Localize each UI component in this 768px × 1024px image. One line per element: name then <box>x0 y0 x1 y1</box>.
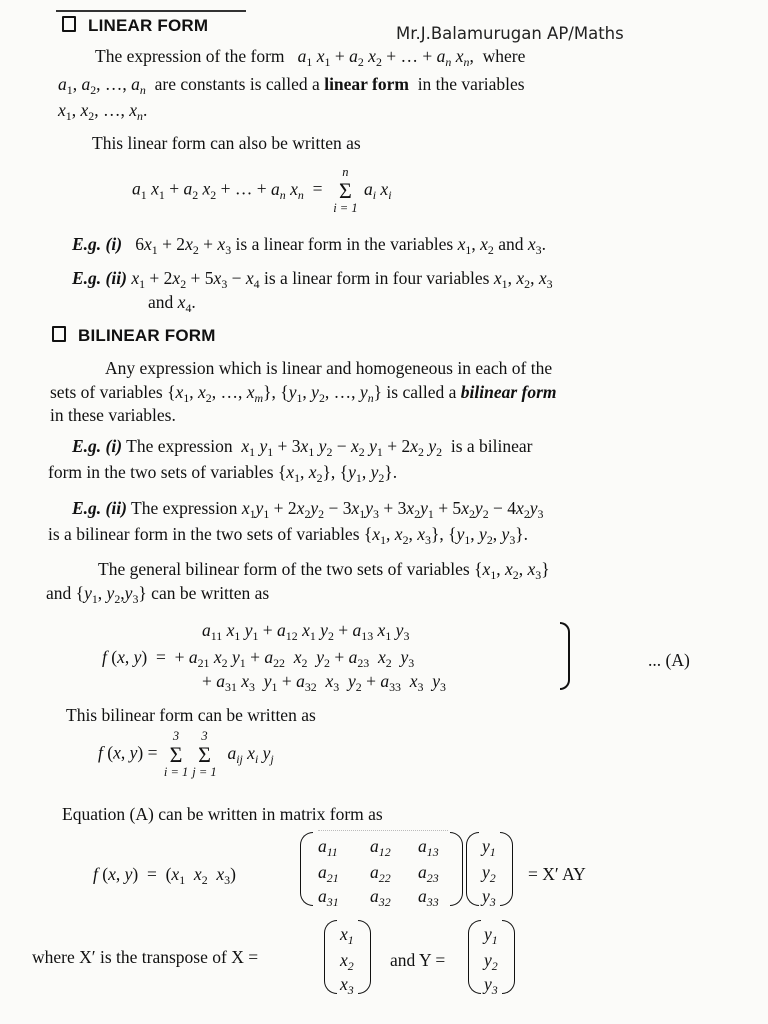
checkbox-bullet-icon <box>62 16 76 32</box>
vector-cell: $y_1$ <box>484 924 498 948</box>
and-y-label: and Y = <box>390 950 446 970</box>
linear-example-1: E.g. (i) $6x_1 + 2x_2 + x_3$ is a linear form in the variables $x_1$, $x_2$ and $x_3$. <box>72 234 546 258</box>
bilinear-general-line2: and {$y_1$, $y_2,y_3$} can be written as <box>46 583 270 607</box>
bilinear-example-1: E.g. (i) The expression $x_1$ $y_1 + 3x_1$ $y_2 - x_2$ $y_1 + 2x_2$ $y_2$ is a bilinear <box>72 436 533 460</box>
bilinear-example-1-cont: form in the two sets of variables {$x_1$, $x_2$}, {$y_1$, $y_2$}. <box>48 462 398 486</box>
right-brace <box>560 622 570 690</box>
bilinear-sum-intro: This bilinear form can be written as <box>66 705 316 725</box>
linear-example-2: E.g. (ii) $x_1 + 2x_2 + 5x_3 - x_4$ is a linear form in four variables $x_1$, $x_2$, $x_3$ <box>72 268 553 292</box>
author-credit: Mr.J.Balamurugan AP/Maths <box>396 24 624 43</box>
bilinear-para-line2: sets of variables {$x_1$, $x_2$, …, $x_m$}, {$y_1$, $y_2$, …, $y_n$} is called a bilinear form <box>50 382 557 406</box>
vector-cell: $y_3$ <box>482 886 496 910</box>
left-paren <box>324 920 337 994</box>
left-paren <box>300 832 313 906</box>
vector-cell: $y_1$ <box>482 836 496 860</box>
matrix-cell: $a_{32}$ <box>370 886 391 910</box>
faint-dotted-line <box>318 830 448 831</box>
heading-linear-form: LINEAR FORM <box>62 14 208 39</box>
checkbox-bullet-icon <box>52 326 66 342</box>
equation-a-row2: f (x, y) = + $a_{21}$ $x_2$ $y_1 + a_{22}$ $x_2$ $y_2 + a_{23}$ $x_2$ $y_3$ <box>102 647 415 671</box>
matrix-cell: $a_{33}$ <box>418 886 439 910</box>
bilinear-example-2-cont: is a bilinear form in the two sets of variables {$x_1$, $x_2$, $x_3$}, {$y_1$, $y_2$, $y_3$}. <box>48 524 529 548</box>
linear-para-line1: The expression of the form $a_1$ $x_1 + a_2$ $x_2$ + … + $a_n$ $x_n$, where <box>95 46 526 70</box>
matrix-cell: $a_{13}$ <box>418 836 439 860</box>
linear-sum-equation: $a_1$ $x_1 + a_2$ $x_2$ + … + $a_n$ $x_n$ = n Σ i = 1 $a_i$ $x_i$ <box>132 165 392 216</box>
bilinear-para-line1: Any expression which is linear and homogeneous in each of the <box>105 358 553 378</box>
matrix-result: = X′ AY <box>528 864 586 884</box>
matrix-form-lhs: f (x, $y) = (x_1$ $x_2$ $x_3$) <box>93 864 236 888</box>
left-paren <box>466 832 479 906</box>
left-paren <box>468 920 481 994</box>
right-paren <box>502 920 515 994</box>
right-paren <box>358 920 371 994</box>
equation-a-row1: $a_{11}$ $x_1$ $y_1 + a_{12}$ $x_1$ $y_2 + a_{13}$ $x_1$ $y_3$ <box>202 620 410 644</box>
right-paren <box>450 832 463 906</box>
equation-tag-a: ... (A) <box>648 650 690 670</box>
matrix-cell: $a_{22}$ <box>370 862 391 886</box>
matrix-form-intro: Equation (A) can be written in matrix form as <box>62 804 383 824</box>
linear-para-line3: $x_1$, $x_2$, …, $x_n$. <box>58 100 148 124</box>
right-paren <box>500 832 513 906</box>
vector-cell: $y_2$ <box>484 950 498 974</box>
linear-para-2: This linear form can also be written as <box>92 133 361 153</box>
vector-cell: $x_3$ <box>340 974 354 998</box>
heading-bilinear-form: BILINEAR FORM <box>52 324 216 349</box>
vector-cell: $y_2$ <box>482 862 496 886</box>
bilinear-example-2: E.g. (ii) The expression $x_1y_1 + 2x_2y_2 - 3x_1y_3 + 3x_2y_1 + 5x_2y_2 - 4x_2y_3$ <box>72 498 544 522</box>
matrix-cell: $a_{31}$ <box>318 886 339 910</box>
vector-cell: $x_1$ <box>340 924 354 948</box>
bilinear-para-line3: in these variables. <box>50 405 176 425</box>
linear-example-2-cont: and $x_4$. <box>148 292 196 316</box>
vector-cell: $y_3$ <box>484 974 498 998</box>
matrix-cell: $a_{12}$ <box>370 836 391 860</box>
top-rule <box>56 10 246 12</box>
transpose-statement: where X′ is the transpose of X = <box>32 947 259 967</box>
equation-a-row3: + $a_{31}$ $x_3$ $y_1 + a_{32}$ $x_3$ $y_2 + a_{33}$ $x_3$ $y_3$ <box>202 671 446 695</box>
double-sum-equation: f (x, y) = 3 Σ i = 1 3 Σ j = 1 $a_{ij}$ $x_i$ $y_j$ <box>98 729 274 780</box>
matrix-cell: $a_{23}$ <box>418 862 439 886</box>
vector-cell: $x_2$ <box>340 950 354 974</box>
matrix-cell: $a_{21}$ <box>318 862 339 886</box>
linear-para-line2: $a_1$, $a_2$, …, $a_n$ are constants is called a linear form in the variables <box>58 74 525 98</box>
bilinear-general-line1: The general bilinear form of the two sets of variables {$x_1$, $x_2$, $x_3$} <box>98 559 550 583</box>
matrix-cell: $a_{11}$ <box>318 836 338 860</box>
